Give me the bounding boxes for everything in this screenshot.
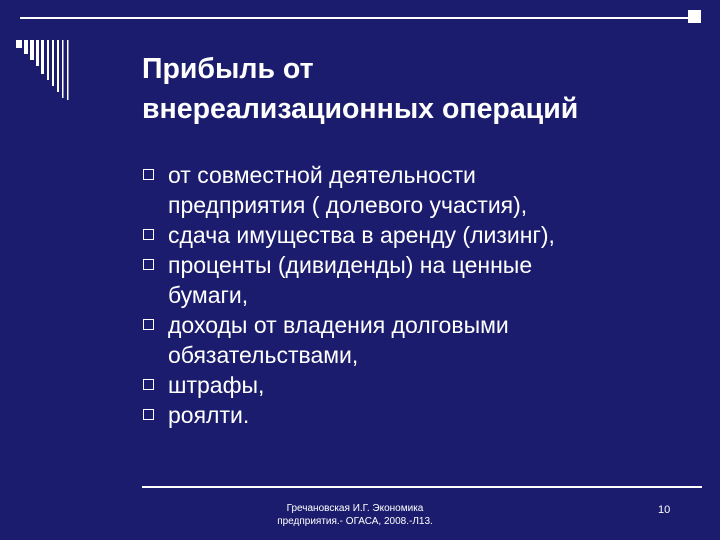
footer-line: предприятия.- ОГАСА, 2008.-Л13. — [277, 516, 433, 527]
bullet-text: штрафы, — [168, 372, 265, 398]
title-line: Прибыль от — [142, 53, 314, 85]
hollow-square-icon — [143, 169, 154, 180]
list-item — [142, 250, 702, 310]
list-item — [142, 160, 702, 220]
bullet-list — [142, 160, 702, 430]
list-item — [142, 220, 702, 250]
list-item — [142, 310, 702, 370]
hollow-square-icon — [143, 409, 154, 420]
bullet-text: бумаги, — [168, 282, 249, 308]
hollow-square-icon — [143, 229, 154, 240]
corner-square-icon — [688, 10, 701, 23]
footer-line: Гречановская И.Г. Экономика — [286, 503, 424, 514]
hollow-square-icon — [143, 379, 154, 390]
bullet-text: обязательствами, — [168, 342, 359, 368]
top-divider — [20, 17, 700, 19]
bullet-text: роялти. — [168, 402, 250, 428]
decorative-stripes — [0, 0, 140, 100]
bullet-text: проценты (дивиденды) на ценные — [168, 252, 533, 278]
bullet-text: от совместной деятельности — [168, 162, 476, 188]
bullet-text: предприятия ( долевого участия), — [168, 192, 528, 218]
list-item — [142, 400, 702, 430]
page-number: 10 — [658, 504, 671, 516]
bullet-text: сдача имущества в аренду (лизинг), — [168, 222, 555, 248]
bullet-text: доходы от владения долговыми — [168, 312, 509, 338]
list-item — [142, 370, 702, 400]
title-line: внереализационных операций — [142, 93, 579, 125]
footer-citation — [240, 502, 470, 528]
hollow-square-icon — [143, 259, 154, 270]
slide-title — [142, 49, 702, 129]
hollow-square-icon — [143, 319, 154, 330]
footer-divider — [142, 486, 702, 488]
